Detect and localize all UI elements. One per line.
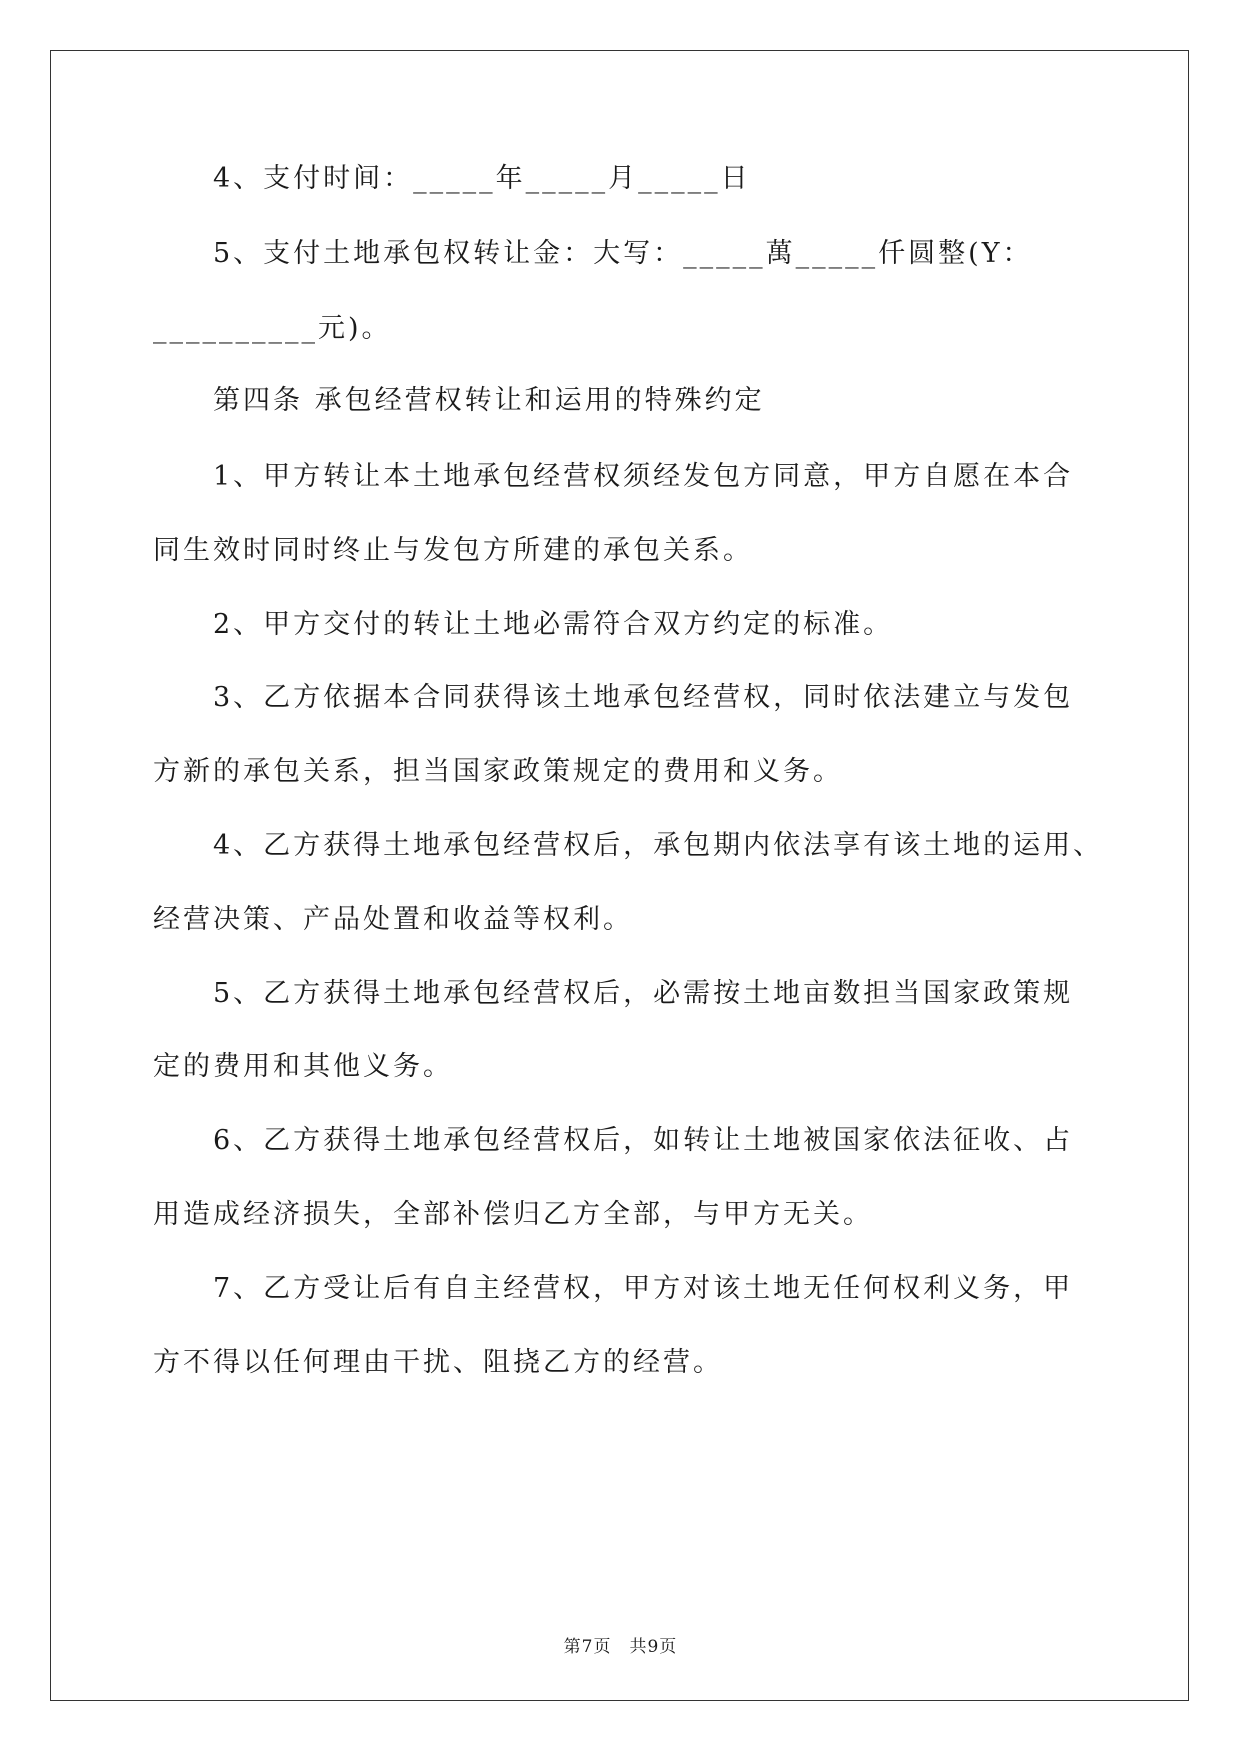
transfer-fee-line-cont: __________元)。 [153,313,392,344]
clause-6-line: 6、乙方获得土地承包经营权后，如转让土地被国家依法征收、占 [213,1125,1074,1156]
clause-5-line-cont: 定的费用和其他义务。 [153,1051,453,1082]
payment-time-line: 4、支付时间：_____年_____月_____日 [213,163,751,194]
clause-1-line: 1、甲方转让本土地承包经营权须经发包方同意，甲方自愿在本合 [213,461,1074,492]
clause-1-line-cont: 同生效时同时终止与发包方所建的承包关系。 [153,535,753,566]
clause-4-line-cont: 经营决策、产品处置和收益等权利。 [153,904,633,935]
article-4-heading: 第四条 承包经营权转让和运用的特殊约定 [213,385,765,416]
page-border [50,50,1189,1701]
clause-4-line: 4、乙方获得土地承包经营权后，承包期内依法享有该土地的运用、 [213,830,1104,861]
clause-2-line: 2、甲方交付的转让土地必需符合双方约定的标准。 [213,609,894,640]
clause-7-line: 7、乙方受让后有自主经营权，甲方对该土地无任何权利义务，甲 [213,1273,1074,1304]
clause-6-line-cont: 用造成经济损失，全部补偿归乙方全部，与甲方无关。 [153,1199,873,1230]
clause-7-line-cont: 方不得以任何理由干扰、阻挠乙方的经营。 [153,1347,723,1378]
clause-3-line-cont: 方新的承包关系，担当国家政策规定的费用和义务。 [153,756,843,787]
page-number-footer: 第7页 共9页 [563,1637,678,1657]
transfer-fee-line: 5、支付土地承包权转让金：大写：_____萬_____仟圆整(Y： [213,238,1033,269]
clause-3-line: 3、乙方依据本合同获得该土地承包经营权，同时依法建立与发包 [213,682,1074,713]
clause-5-line: 5、乙方获得土地承包经营权后，必需按土地亩数担当国家政策规 [213,978,1074,1009]
